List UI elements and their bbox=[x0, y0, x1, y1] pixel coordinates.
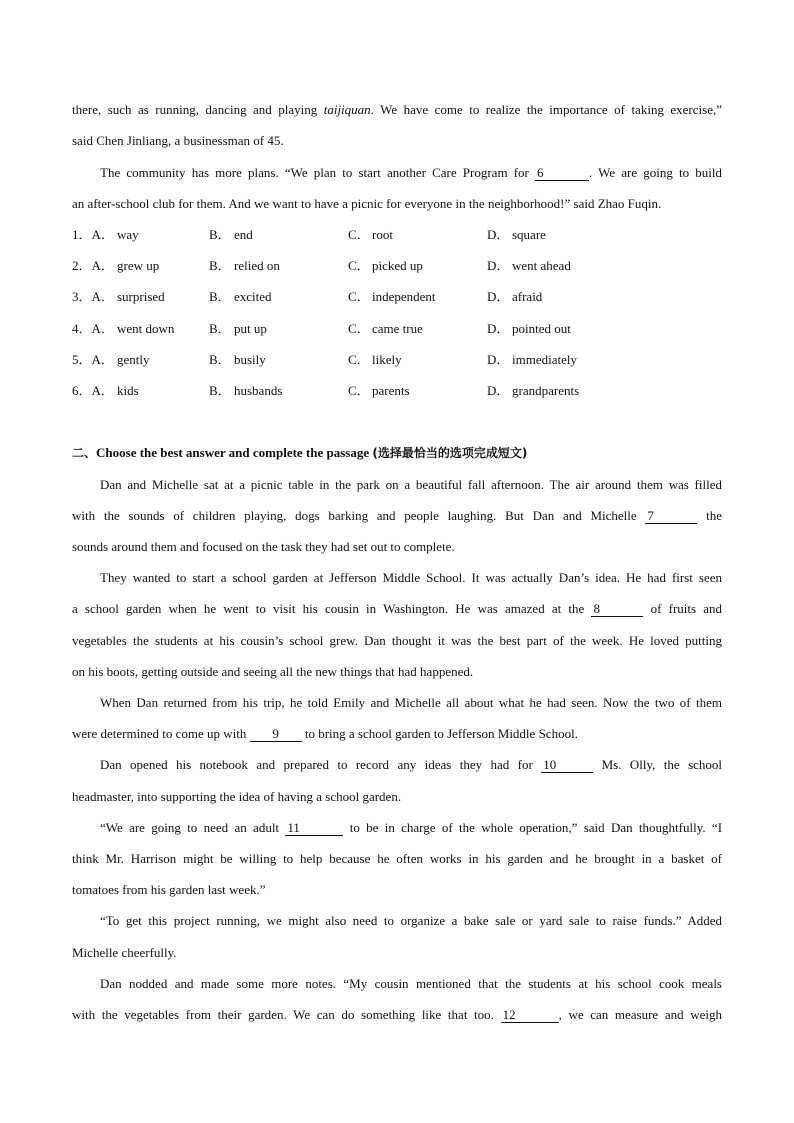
passage2-p2-line-2: a school garden when he went to visit his cousin in Washington. He was amazed at the 8 of fruits and bbox=[72, 601, 723, 616]
option-b-label: B． bbox=[209, 352, 231, 367]
passage1-line-2: said Chen Jinliang, a businessman of 45. bbox=[72, 133, 284, 148]
option-b[interactable]: put up bbox=[234, 321, 267, 336]
passage2-p2-line-3: vegetables the students at his cousin’s school grew. Dan thought it was the best part of the week. He loved putting bbox=[72, 633, 722, 648]
option-b-label: B． bbox=[209, 227, 231, 242]
passage1-line-4: an after-school club for them. And we want to have a picnic for everyone in the neighborhood!” said Zhao Fuqin. bbox=[72, 196, 662, 211]
option-c-label: C． bbox=[348, 227, 370, 242]
option-b[interactable]: excited bbox=[234, 289, 272, 304]
option-d[interactable]: grandparents bbox=[512, 383, 580, 398]
option-d[interactable]: went ahead bbox=[512, 258, 571, 273]
option-num: 2．A． bbox=[72, 258, 114, 273]
option-d[interactable]: immediately bbox=[512, 352, 577, 367]
option-d[interactable]: afraid bbox=[512, 289, 543, 304]
passage2-p4-line-2: headmaster, into supporting the idea of having a school garden. bbox=[72, 789, 402, 804]
passage2-p2-line-1: They wanted to start a school garden at Jefferson Middle School. It was actually Dan’s idea. He had first seen bbox=[100, 570, 722, 585]
option-d-label: D． bbox=[487, 227, 510, 242]
section-heading: 二、Choose the best answer and complete the passage (选择最恰当的选项完成短文) bbox=[72, 445, 528, 460]
passage1-line-3: The community has more plans. “We plan to start another Care Program for 6 . We are going to build bbox=[100, 165, 722, 180]
blank-10[interactable]: 10 bbox=[541, 758, 593, 773]
option-a[interactable]: grew up bbox=[117, 258, 160, 273]
option-d-label: D． bbox=[487, 352, 510, 367]
option-b-label: B． bbox=[209, 321, 231, 336]
option-c-label: C． bbox=[348, 383, 370, 398]
option-d-label: D． bbox=[487, 289, 510, 304]
option-b[interactable]: busily bbox=[234, 352, 266, 367]
option-a[interactable]: gently bbox=[117, 352, 150, 367]
option-b[interactable]: end bbox=[234, 227, 253, 242]
option-b-label: B． bbox=[209, 383, 231, 398]
passage2-p5-line-3: tomatoes from his garden last week.” bbox=[72, 882, 266, 897]
option-c-label: C． bbox=[348, 352, 370, 367]
option-num: 3．A． bbox=[72, 289, 114, 304]
blank-6[interactable]: 6 bbox=[535, 166, 589, 181]
option-c[interactable]: picked up bbox=[372, 258, 423, 273]
option-c[interactable]: root bbox=[372, 227, 393, 242]
option-d[interactable]: square bbox=[512, 227, 546, 242]
passage2-p3-line-1: When Dan returned from his trip, he told Emily and Michelle all about what he had seen. Now the two of them bbox=[100, 695, 722, 710]
option-b[interactable]: husbands bbox=[234, 383, 283, 398]
blank-8[interactable]: 8 bbox=[591, 602, 643, 617]
passage2-p7-line-1: Dan nodded and made some more notes. “My cousin mentioned that the students at his school cook meals bbox=[100, 976, 722, 991]
option-c[interactable]: parents bbox=[372, 383, 410, 398]
passage2-p3-line-2: were determined to come up with 9 to bring a school garden to Jefferson Middle School. bbox=[72, 726, 578, 741]
option-c[interactable]: independent bbox=[372, 289, 436, 304]
passage2-p6-line-2: Michelle cheerfully. bbox=[72, 945, 177, 960]
option-b[interactable]: relied on bbox=[234, 258, 280, 273]
blank-12[interactable]: 12 bbox=[501, 1008, 559, 1023]
option-b-label: B． bbox=[209, 289, 231, 304]
option-a[interactable]: went down bbox=[117, 321, 175, 336]
passage2-p4-line-1: Dan opened his notebook and prepared to record any ideas they had for 10 Ms. Olly, the school bbox=[100, 757, 723, 772]
passage2-p1-line-2: with the sounds of children playing, dogs barking and people laughing. But Dan and Michelle 7 the bbox=[72, 508, 722, 523]
passage2-p7-line-2: with the vegetables from their garden. We can do something like that too. 12 , we can measure and weigh bbox=[72, 1007, 722, 1022]
option-c-label: C． bbox=[348, 321, 370, 336]
passage1-line-1: there, such as running, dancing and playing taijiquan. We have come to realize the importance of taking exercise,” bbox=[72, 102, 722, 117]
option-num: 4．A． bbox=[72, 321, 114, 336]
option-d-label: D． bbox=[487, 258, 510, 273]
passage2-p1-line-1: Dan and Michelle sat at a picnic table in the park on a beautiful fall afternoon. The air around them was filled bbox=[100, 477, 722, 492]
option-b-label: B． bbox=[209, 258, 231, 273]
option-a[interactable]: way bbox=[117, 227, 139, 242]
option-c[interactable]: came true bbox=[372, 321, 423, 336]
option-num: 5．A． bbox=[72, 352, 114, 367]
passage2-p2-line-4: on his boots, getting outside and seeing all the new things that had happened. bbox=[72, 664, 474, 679]
option-c-label: C． bbox=[348, 258, 370, 273]
blank-9[interactable]: 9 bbox=[250, 727, 302, 742]
option-num: 6．A． bbox=[72, 383, 114, 398]
option-num: 1．A． bbox=[72, 227, 114, 242]
blank-11[interactable]: 11 bbox=[285, 821, 343, 836]
passage2-p1-line-3: sounds around them and focused on the task they had set out to complete. bbox=[72, 539, 455, 554]
option-c-label: C． bbox=[348, 289, 370, 304]
option-d-label: D． bbox=[487, 383, 510, 398]
blank-7[interactable]: 7 bbox=[645, 509, 697, 524]
passage2-p6-line-1: “To get this project running, we might also need to organize a bake sale or yard sale to raise funds.” Added bbox=[100, 913, 722, 928]
option-a[interactable]: kids bbox=[117, 383, 139, 398]
option-d-label: D． bbox=[487, 321, 510, 336]
passage2-p5-line-1: “We are going to need an adult 11 to be in charge of the whole operation,” said Dan thoughtfully. “I bbox=[100, 820, 723, 835]
option-d[interactable]: pointed out bbox=[512, 321, 571, 336]
passage2-p5-line-2: think Mr. Harrison might be willing to help because he often works in his garden and he brought in a basket of bbox=[72, 851, 722, 866]
option-c[interactable]: likely bbox=[372, 352, 402, 367]
option-a[interactable]: surprised bbox=[117, 289, 165, 304]
